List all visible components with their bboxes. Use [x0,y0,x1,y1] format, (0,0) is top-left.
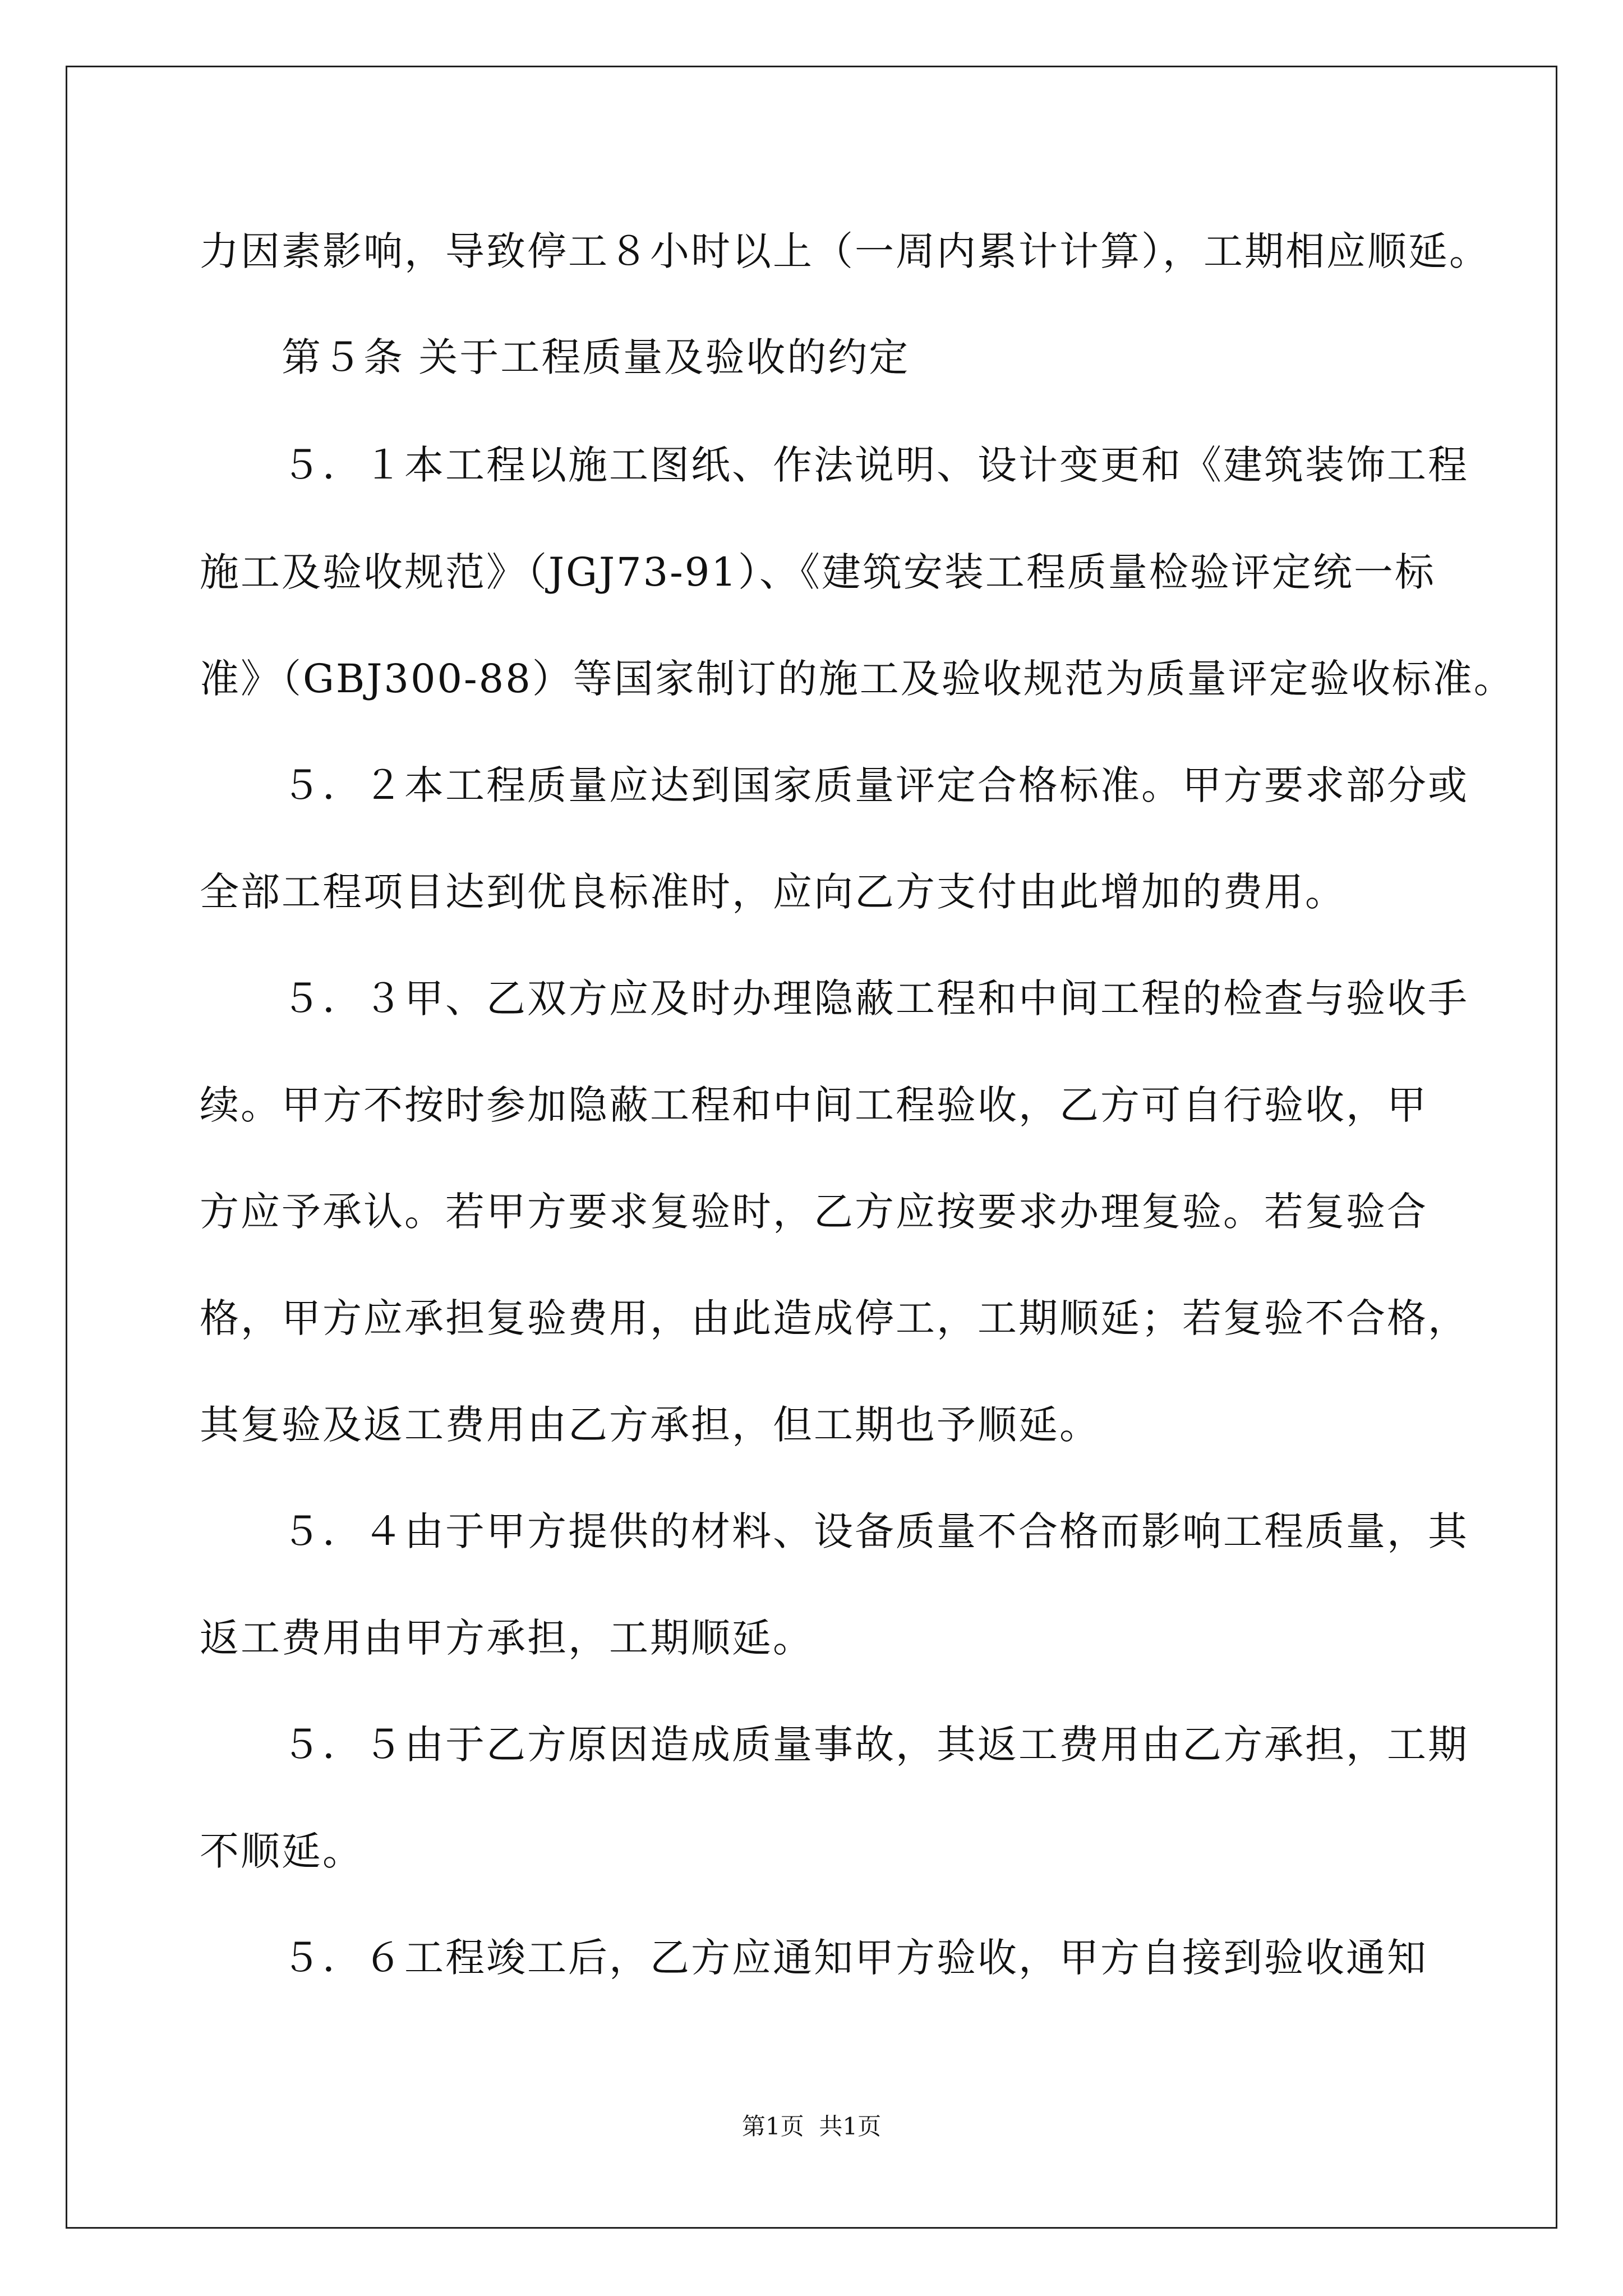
text-line: 格，甲方应承担复验费用，由此造成停工，工期顺延；若复验不合格， [200,1295,1469,1341]
text-line: 续。甲方不按时参加隐蔽工程和中间工程验收，乙方可自行验收，甲 [200,1082,1428,1128]
text-line: 其复验及返工费用由乙方承担，但工期也予顺延。 [200,1402,1100,1448]
text-line: 全部工程项目达到优良标准时，应向乙方支付由此增加的费用。 [200,869,1346,915]
text-line: ５．６工程竣工后，乙方应通知甲方验收，甲方自接到验收通知 [200,1935,1428,1981]
section-heading: 第５条 关于工程质量及验收的约定 [200,334,910,380]
text-line: 方应予承认。若甲方要求复验时，乙方应按要求办理复验。若复验合 [200,1189,1428,1235]
text-line: 力因素影响，导致停工８小时以上（一周内累计计算），工期相应顺延。 [200,228,1490,274]
page-number-footer: 第1页 共1页 [741,2113,882,2140]
text-line: ５．４由于甲方提供的材料、设备质量不合格而影响工程质量，其 [200,1508,1469,1554]
text-line: 不顺延。 [200,1828,363,1874]
text-line: ５．２本工程质量应达到国家质量评定合格标准。甲方要求部分或 [200,762,1469,808]
text-line: ５．３甲、乙双方应及时办理隐蔽工程和中间工程的检查与验收手 [200,976,1469,1022]
text-line: ５．１本工程以施工图纸、作法说明、设计变更和《建筑装饰工程 [200,442,1469,488]
text-line: 返工费用由甲方承担，工期顺延。 [200,1615,814,1661]
text-line: 准》（GBJ300-88）等国家制订的施工及验收规范为质量评定验收标准。 [200,656,1515,702]
page-border [66,66,1557,2229]
text-line: ５．５由于乙方原因造成质量事故，其返工费用由乙方承担，工期 [200,1722,1469,1768]
text-line: 施工及验收规范》（JGJ73-91）、《建筑安装工程质量检验评定统一标 [200,549,1436,595]
